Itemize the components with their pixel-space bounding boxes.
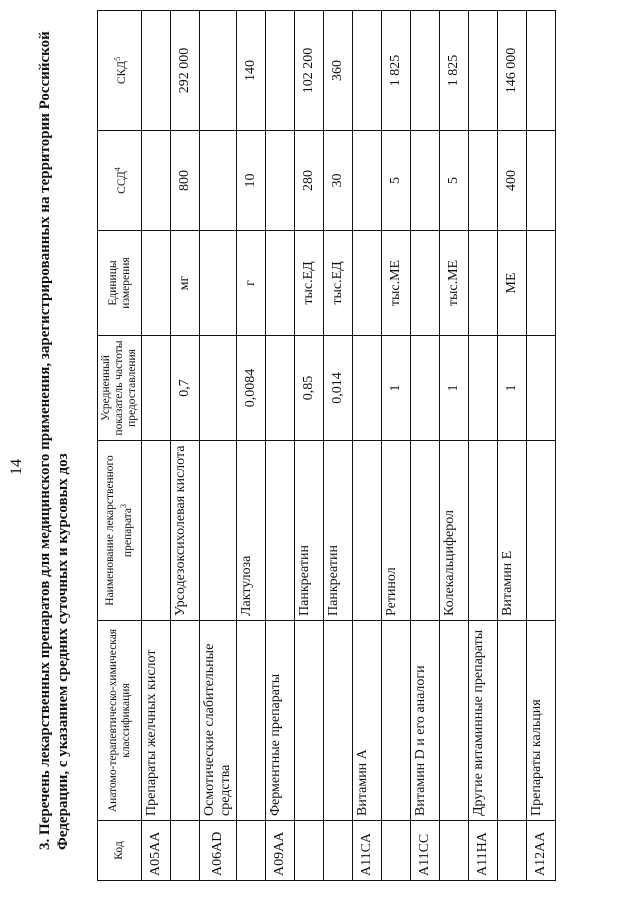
cell-frequency: 0,0084 bbox=[237, 336, 266, 441]
cell-unit: тыс.ЕД bbox=[324, 231, 353, 336]
header-code: Код bbox=[98, 821, 142, 881]
cell-code: A05AA bbox=[142, 821, 171, 881]
cell-frequency: 1 bbox=[498, 336, 527, 441]
cell-ssd bbox=[200, 131, 237, 231]
table-row bbox=[171, 11, 200, 881]
cell-skd: 1 825 bbox=[440, 11, 469, 131]
cell-drug-name bbox=[266, 441, 295, 621]
cell-unit: тыс.МЕ bbox=[382, 231, 411, 336]
cell-frequency: 0,7 bbox=[171, 336, 200, 441]
table-row bbox=[200, 11, 237, 881]
cell-drug-name bbox=[469, 441, 498, 621]
cell-code: A11CA bbox=[353, 821, 382, 881]
header-unit: Единицы измерения bbox=[98, 231, 142, 336]
cell-ssd bbox=[469, 131, 498, 231]
cell-ssd bbox=[142, 131, 171, 231]
cell-frequency bbox=[411, 336, 440, 441]
cell-atc-class bbox=[295, 621, 324, 821]
cell-drug-name: Ретинол bbox=[382, 441, 411, 621]
cell-atc-class: Витамин D и его аналоги bbox=[411, 621, 440, 821]
cell-ssd: 280 bbox=[295, 131, 324, 231]
cell-atc-class bbox=[324, 621, 353, 821]
table-row bbox=[498, 11, 527, 881]
cell-ssd: 10 bbox=[237, 131, 266, 231]
cell-skd bbox=[469, 11, 498, 131]
cell-atc-class: Осмотические слабительные средства bbox=[200, 621, 237, 821]
cell-unit bbox=[527, 231, 556, 336]
cell-code bbox=[440, 821, 469, 881]
cell-code: A11CC bbox=[411, 821, 440, 881]
cell-ssd: 400 bbox=[498, 131, 527, 231]
cell-unit bbox=[142, 231, 171, 336]
cell-drug-name: Панкреатин bbox=[324, 441, 353, 621]
cell-skd bbox=[142, 11, 171, 131]
cell-skd: 140 bbox=[237, 11, 266, 131]
cell-frequency: 0,85 bbox=[295, 336, 324, 441]
cell-skd: 102 200 bbox=[295, 11, 324, 131]
header-skd: СКД$^5$ bbox=[98, 11, 142, 131]
cell-ssd bbox=[527, 131, 556, 231]
header-ssd: ССД$^4$ bbox=[98, 131, 142, 231]
cell-frequency bbox=[266, 336, 295, 441]
cell-atc-class bbox=[498, 621, 527, 821]
cell-code bbox=[295, 821, 324, 881]
cell-skd: 360 bbox=[324, 11, 353, 131]
cell-skd: 146 000 bbox=[498, 11, 527, 131]
cell-unit: мг bbox=[171, 231, 200, 336]
header-drug: Наименование лекарственного препарата$^3$ bbox=[98, 441, 142, 621]
table-row bbox=[527, 11, 556, 881]
cell-ssd bbox=[411, 131, 440, 231]
cell-skd bbox=[200, 11, 237, 131]
cell-unit bbox=[266, 231, 295, 336]
cell-frequency bbox=[527, 336, 556, 441]
cell-ssd: 5 bbox=[382, 131, 411, 231]
cell-code bbox=[237, 821, 266, 881]
cell-unit: г bbox=[237, 231, 266, 336]
cell-atc-class: Ферментные препараты bbox=[266, 621, 295, 821]
cell-drug-name: Панкреатин bbox=[295, 441, 324, 621]
cell-ssd bbox=[266, 131, 295, 231]
cell-skd bbox=[411, 11, 440, 131]
cell-drug-name: Лактулоза bbox=[237, 441, 266, 621]
cell-drug-name: Колекальциферол bbox=[440, 441, 469, 621]
cell-frequency: 0,014 bbox=[324, 336, 353, 441]
table-row bbox=[469, 11, 498, 881]
cell-drug-name bbox=[200, 441, 237, 621]
table-row bbox=[382, 11, 411, 881]
cell-ssd: 5 bbox=[440, 131, 469, 231]
drug-table bbox=[97, 10, 556, 881]
cell-atc-class bbox=[440, 621, 469, 821]
cell-code bbox=[171, 821, 200, 881]
cell-code bbox=[324, 821, 353, 881]
cell-frequency bbox=[469, 336, 498, 441]
section-heading: 3. Перечень лекарственных препаратов для медицинского применения, зарегистрированных на территории Российской Федерации, с указанием средних суточных и курсовых доз bbox=[37, 31, 71, 850]
cell-drug-name: Урсодезоксихолевая кислота bbox=[171, 441, 200, 621]
cell-skd: 1 825 bbox=[382, 11, 411, 131]
cell-atc-class: Препараты желчных кислот bbox=[142, 621, 171, 821]
header-frequency: Усредненный показатель частоты предоставления bbox=[98, 336, 142, 441]
table-row bbox=[295, 11, 324, 881]
table-row bbox=[440, 11, 469, 881]
cell-drug-name bbox=[527, 441, 556, 621]
cell-code bbox=[498, 821, 527, 881]
cell-drug-name: Витамин Е bbox=[498, 441, 527, 621]
table-row bbox=[237, 11, 266, 881]
cell-skd bbox=[353, 11, 382, 131]
table-row bbox=[324, 11, 353, 881]
cell-code: A12AA bbox=[527, 821, 556, 881]
cell-skd bbox=[266, 11, 295, 131]
cell-atc-class bbox=[171, 621, 200, 821]
cell-skd: 292 000 bbox=[171, 11, 200, 131]
cell-frequency bbox=[142, 336, 171, 441]
cell-unit: МЕ bbox=[498, 231, 527, 336]
cell-drug-name bbox=[411, 441, 440, 621]
cell-code bbox=[382, 821, 411, 881]
cell-unit bbox=[200, 231, 237, 336]
table-row bbox=[266, 11, 295, 881]
cell-drug-name bbox=[353, 441, 382, 621]
cell-skd bbox=[527, 11, 556, 131]
cell-ssd: 30 bbox=[324, 131, 353, 231]
cell-code: A09AA bbox=[266, 821, 295, 881]
table-row bbox=[353, 11, 382, 881]
cell-frequency bbox=[353, 336, 382, 441]
page-number: 14 bbox=[8, 459, 25, 475]
cell-atc-class bbox=[382, 621, 411, 821]
cell-code: A11HA bbox=[469, 821, 498, 881]
cell-unit bbox=[353, 231, 382, 336]
cell-code: A06AD bbox=[200, 821, 237, 881]
cell-atc-class: Другие витаминные препараты bbox=[469, 621, 498, 821]
cell-ssd: 800 bbox=[171, 131, 200, 231]
cell-atc-class: Препараты кальция bbox=[527, 621, 556, 821]
table-row bbox=[411, 11, 440, 881]
cell-unit: тыс.ЕД bbox=[295, 231, 324, 336]
cell-frequency: 1 bbox=[382, 336, 411, 441]
cell-drug-name bbox=[142, 441, 171, 621]
cell-frequency: 1 bbox=[440, 336, 469, 441]
cell-unit bbox=[411, 231, 440, 336]
cell-atc-class bbox=[237, 621, 266, 821]
cell-frequency bbox=[200, 336, 237, 441]
header-atc: Анатомо-терапевтическо-химическая классификация bbox=[98, 621, 142, 821]
table-row bbox=[142, 11, 171, 881]
cell-atc-class: Витамин А bbox=[353, 621, 382, 821]
cell-ssd bbox=[353, 131, 382, 231]
table-header-row bbox=[98, 11, 142, 881]
cell-unit bbox=[469, 231, 498, 336]
cell-unit: тыс.МЕ bbox=[440, 231, 469, 336]
